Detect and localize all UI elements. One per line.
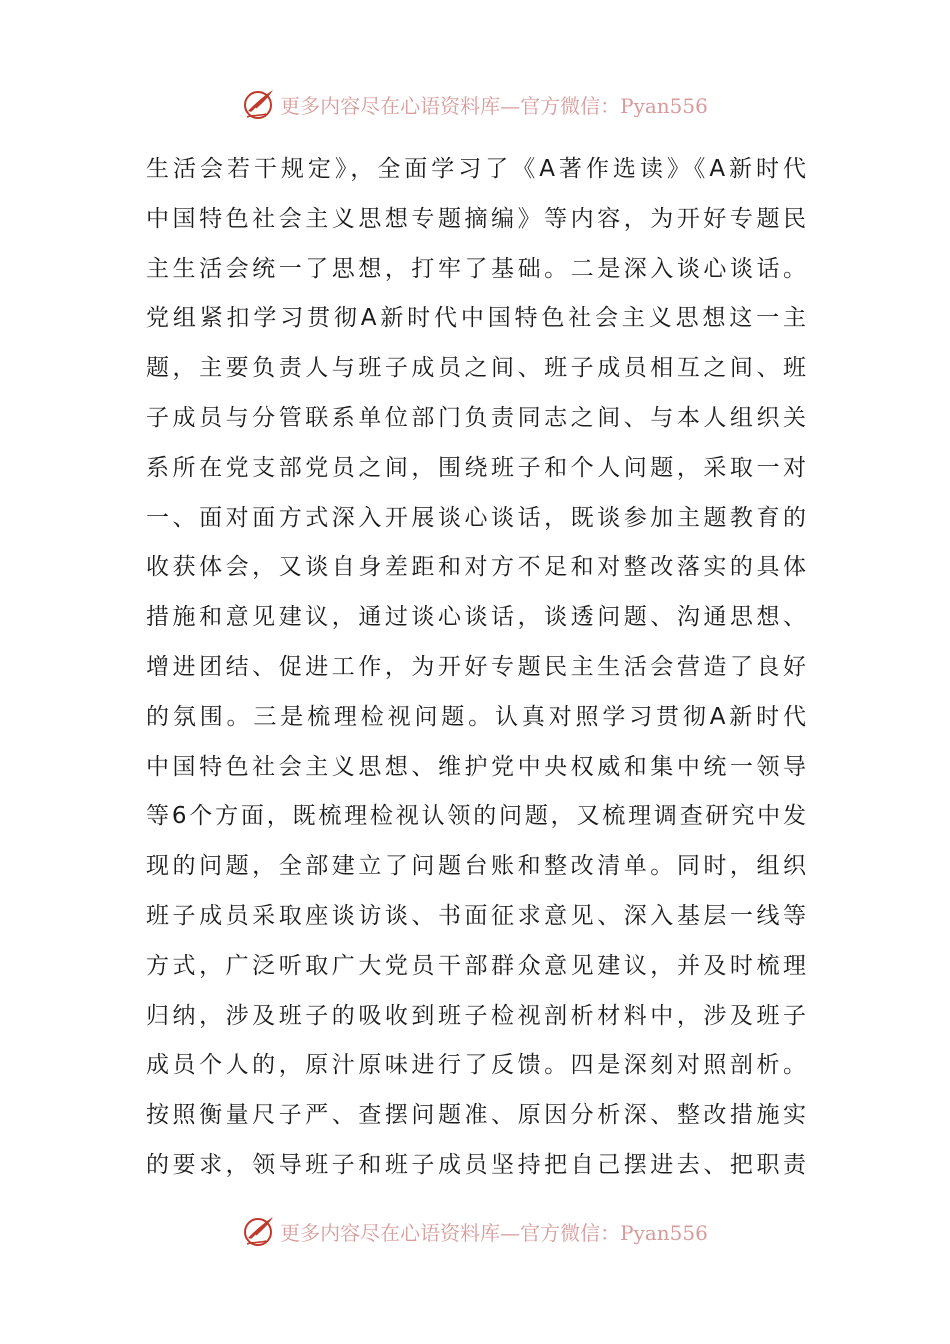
quill-circle-logo-icon: [242, 87, 276, 121]
text-line: 的氛围。三是梳理检视问题。认真对照学习贯彻A新时代: [146, 703, 806, 730]
text-line: 归纳，涉及班子的吸收到班子检视剖析材料中，涉及班子: [146, 1002, 806, 1029]
text-line: 党组紧扣学习贯彻A新时代中国特色社会主义思想这一主: [146, 305, 806, 332]
text-line: 按照衡量尺子严、查摆问题准、原因分析深、整改措施实: [146, 1102, 806, 1129]
text-line: 班子成员采取座谈访谈、书面征求意见、深入基层一线等: [146, 902, 806, 929]
text-line: 中国特色社会主义思想、维护党中央权威和集中统一领导: [146, 753, 806, 780]
text-line: 一、面对面方式深入开展谈心谈话，既谈参加主题教育的: [146, 504, 806, 531]
text-line: 等6个方面，既梳理检视认领的问题，又梳理调查研究中发: [146, 803, 806, 830]
text-line: 的要求，领导班子和班子成员坚持把自己摆进去、把职责: [146, 1151, 806, 1178]
text-line: 系所在党支部党员之间，围绕班子和个人问题，采取一对: [146, 454, 806, 481]
header-banner: [0, 84, 950, 124]
footer-banner: [0, 1211, 950, 1251]
text-line: 题，主要负责人与班子成员之间、班子成员相互之间、班: [146, 355, 806, 382]
quill-circle-logo-icon: [242, 1214, 276, 1248]
text-line: 主生活会统一了思想，打牢了基础。二是深入谈心谈话。: [146, 255, 806, 282]
text-line: 成员个人的，原汁原味进行了反馈。四是深刻对照剖析。: [146, 1052, 806, 1079]
text-line: 方式，广泛听取广大党员干部群众意见建议，并及时梳理: [146, 952, 806, 979]
text-line: 增进团结、促进工作，为开好专题民主生活会营造了良好: [146, 653, 806, 680]
header-banner-text: 更多内容尽在心语资料库—官方微信：Pyan556: [280, 93, 708, 118]
text-line: 中国特色社会主义思想专题摘编》等内容，为开好专题民: [146, 205, 806, 232]
text-line: 子成员与分管联系单位部门负责同志之间、与本人组织关: [146, 404, 806, 431]
document-body: [146, 145, 806, 1191]
text-line: 生活会若干规定》，全面学习了《A著作选读》《A新时代: [146, 156, 806, 182]
text-line: 措施和意见建议，通过谈心谈话，谈透问题、沟通思想、: [146, 604, 806, 631]
text-line: 现的问题，全部建立了问题台账和整改清单。同时，组织: [146, 853, 806, 880]
text-line: 收获体会，又谈自身差距和对方不足和对整改落实的具体: [146, 554, 806, 581]
footer-banner-text: 更多内容尽在心语资料库—官方微信：Pyan556: [280, 1220, 708, 1245]
